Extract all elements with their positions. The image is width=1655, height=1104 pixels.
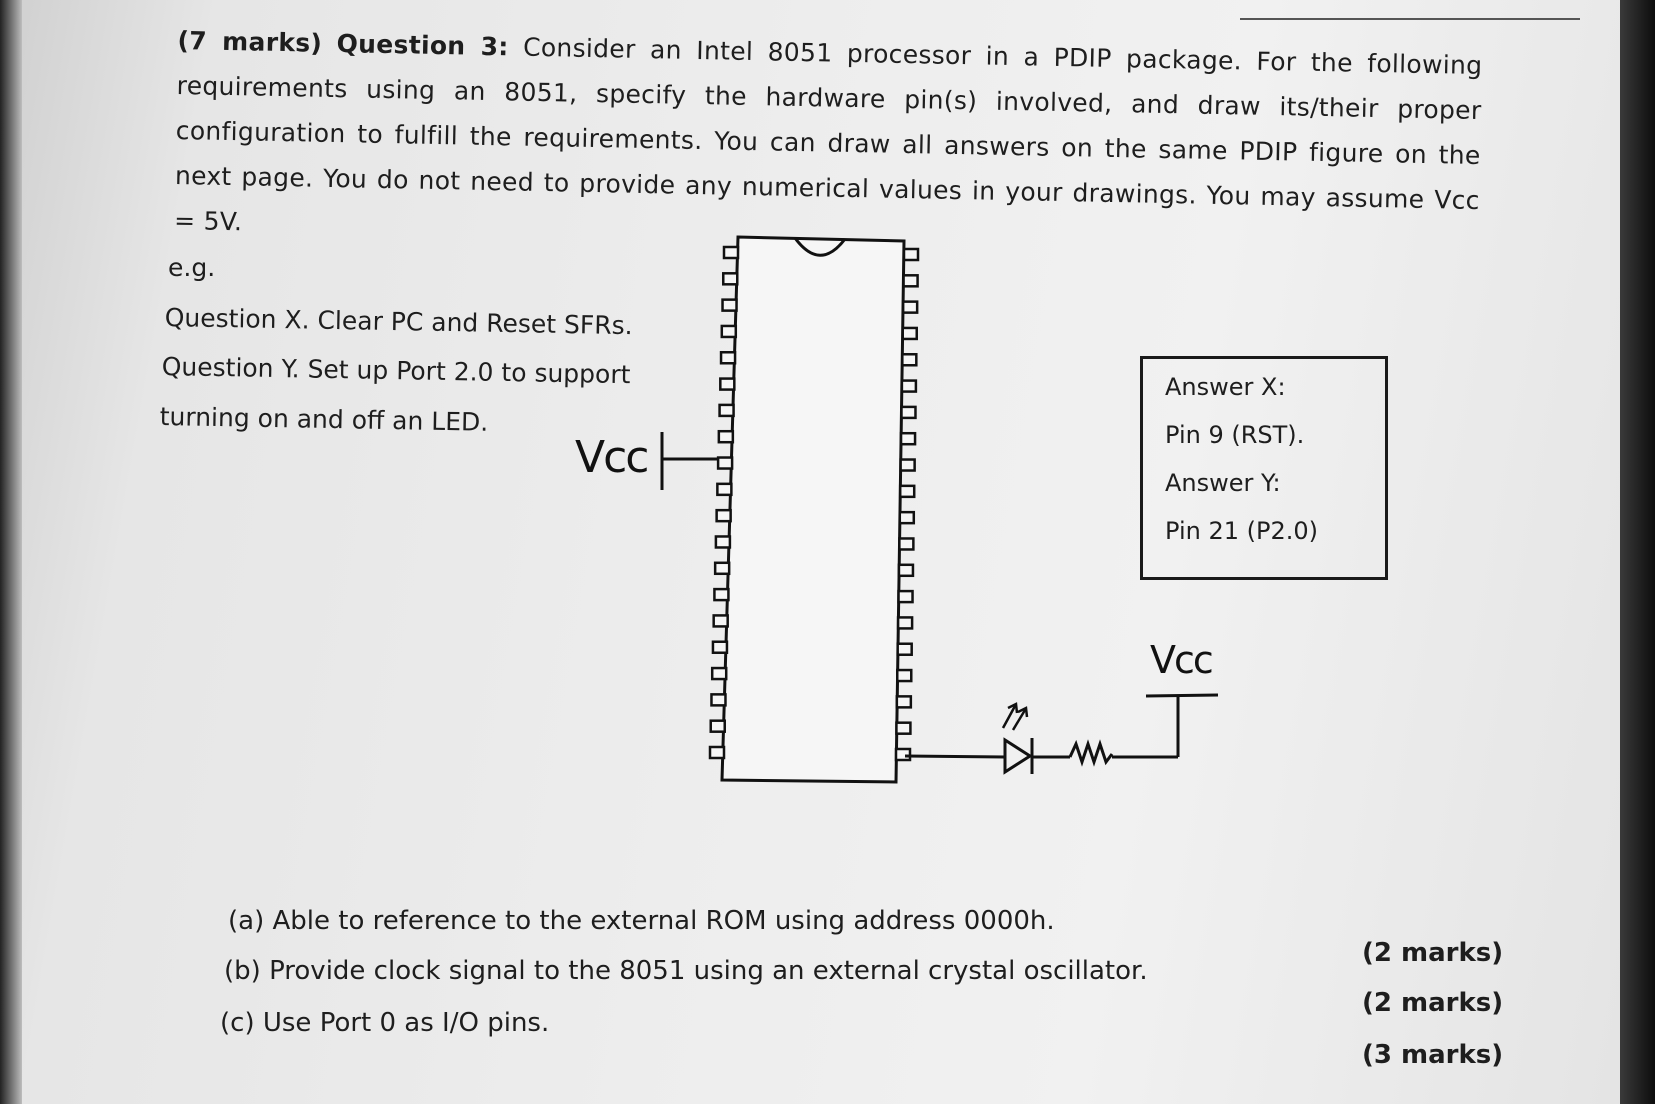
vcc-left-label: Vcc [575, 432, 648, 483]
left-pin-3 [723, 300, 737, 311]
example-label: e.g. [168, 253, 216, 282]
part-b-marks: (2 marks) [1362, 988, 1504, 1018]
left-pin-9 [718, 458, 732, 469]
photo-edge-left [0, 0, 22, 1104]
right-pin-36 [902, 354, 916, 365]
right-pin-27 [899, 591, 913, 602]
example-question-y-line2: turning on and off an LED. [159, 402, 489, 437]
question-marks: (7 marks) [177, 25, 323, 58]
right-pin-39 [904, 275, 918, 286]
right-pin-23 [897, 696, 911, 707]
part-c-label: (c) [220, 1008, 255, 1038]
left-pin-1 [724, 247, 738, 258]
left-pin-20 [710, 747, 724, 758]
answer-box [1140, 356, 1388, 580]
part-c-text: Use Port 0 as I/O pins. [262, 1008, 550, 1038]
left-pin-17 [712, 668, 726, 679]
right-pin-29 [899, 538, 913, 549]
left-pin-16 [713, 642, 727, 653]
right-pin-21 [896, 749, 910, 760]
right-pin-26 [898, 617, 912, 628]
answer-y-value: Pin 21 (P2.0) [1165, 517, 1318, 545]
right-pin-40 [904, 249, 918, 260]
left-pin-15 [714, 615, 728, 626]
left-pin-12 [716, 536, 730, 547]
answer-x-value: Pin 9 (RST). [1165, 421, 1305, 449]
right-pin-35 [902, 381, 916, 392]
right-pin-38 [903, 302, 917, 313]
chip-body [722, 237, 904, 782]
part-c-marks: (3 marks) [1362, 1040, 1504, 1070]
question-title: Question 3: [336, 29, 509, 62]
led-wire-left [905, 756, 1005, 757]
left-pin-10 [717, 484, 731, 495]
part-a-marks: (2 marks) [1362, 938, 1504, 968]
left-pin-2 [723, 273, 737, 284]
left-pin-4 [722, 326, 736, 337]
part-a-text: Able to reference to the external ROM using address 0000h. [272, 906, 1055, 936]
right-pin-30 [900, 512, 914, 523]
left-pin-6 [720, 379, 734, 390]
part-b-text: Provide clock signal to the 8051 using an external crystal oscillator. [269, 956, 1148, 986]
left-pin-7 [720, 405, 734, 416]
led-arrow-1 [1003, 706, 1015, 728]
example-question-x: Question X. Clear PC and Reset SFRs. [164, 303, 633, 341]
right-pin-31 [900, 486, 914, 497]
right-pin-32 [901, 460, 915, 471]
right-pin-37 [903, 328, 917, 339]
left-pin-13 [715, 563, 729, 574]
left-pin-8 [719, 431, 733, 442]
part-a-label: (a) [228, 906, 265, 936]
part-b [224, 956, 1148, 986]
right-pin-34 [901, 407, 915, 418]
part-c [220, 1008, 549, 1038]
photo-edge-right [1620, 0, 1655, 1104]
left-pin-11 [717, 510, 731, 521]
right-pin-25 [898, 644, 912, 655]
resistor-icon [1070, 744, 1112, 762]
answer-y-label: Answer Y: [1165, 469, 1281, 497]
question-text: Consider an Intel 8051 processor in a PDIP package. For the following requirements using an 8051, specify the hardware pin(s) involved, and draw its/their proper configuration to fulfill the requirements. You can draw all answers on the same PDIP figure on the next page. You do not need to provide any numerical values in your drawings. You may assume Vcc = 5V. [173, 32, 1483, 237]
vcc-right-label: Vcc [1150, 638, 1212, 682]
left-pin-5 [721, 352, 735, 363]
left-pin-18 [711, 694, 725, 705]
led-arrow-2 [1013, 710, 1025, 730]
left-pin-19 [711, 721, 725, 732]
part-a [228, 906, 1055, 936]
answer-x-label: Answer X: [1165, 373, 1286, 401]
part-b-label: (b) [224, 956, 261, 986]
vcc-right-bar [1146, 695, 1218, 696]
right-pin-24 [897, 670, 911, 681]
left-pin-14 [714, 589, 728, 600]
led-diode-icon [1005, 740, 1030, 772]
right-pin-33 [901, 433, 915, 444]
right-pin-22 [896, 723, 910, 734]
right-pin-28 [899, 565, 913, 576]
example-question-y-line1: Question Y. Set up Port 2.0 to support [161, 352, 631, 390]
